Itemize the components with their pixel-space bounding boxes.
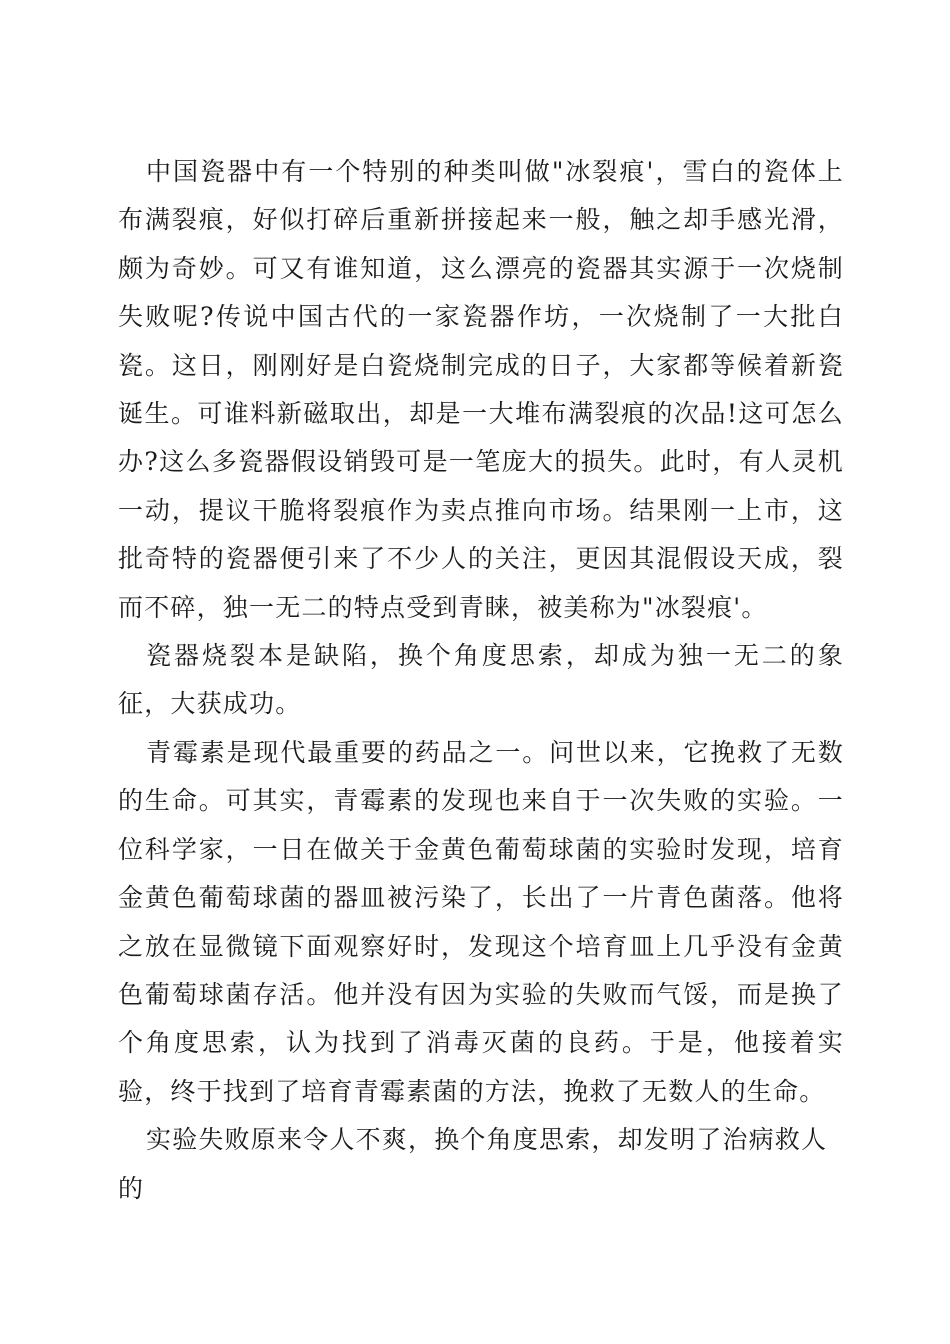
paragraph-ice-crack-porcelain: 中国瓷器中有一个特别的种类叫做"冰裂痕'，雪白的瓷体上布满裂痕，好似打碎后重新拼接起来一般，触之却手感光滑，颇为奇妙。可又有谁知道，这么漂亮的瓷器其实源于一次烧制失败呢?传说中国古代的一家瓷器作坊，一次烧制了一大批白瓷。这日，刚刚好是白瓷烧制完成的日子，大家都等候着新瓷诞生。可谁料新磁取出，却是一大堆布满裂痕的次品!这可怎么办?这么多瓷器假设销毁可是一笔庞大的损失。此时，有人灵机一动，提议干脆将裂痕作为卖点推向市场。结果刚一上市，这批奇特的瓷器便引来了不少人的关注，更因其混假设天成，裂而不碎，独一无二的特点受到青睐，被美称为"冰裂痕'。 [118,157,844,622]
paragraph-porcelain-conclusion: 瓷器烧裂本是缺陷，换个角度思索，却成为独一无二的象征，大获成功。 [118,641,844,719]
paragraph-penicillin: 青霉素是现代最重要的药品之一。问世以来，它挽救了无数的生命。可其实，青霉素的发现也来自于一次失败的实验。一位科学家，一日在做关于金黄色葡萄球菌的实验时发现，培育金黄色葡萄球菌的器皿被污染了，长出了一片青色菌落。他将之放在显微镜下面观察好时，发现这个培育皿上几乎没有金黄色葡萄球菌存活。他并没有因为实验的失败而气馁，而是换了个角度思索，认为找到了消毒灭菌的良药。于是，他接着实验，终于找到了培育青霉素菌的方法，挽救了无数人的生命。 [118,737,844,1106]
paragraph-experiment-conclusion: 实验失败原来令人不爽，换个角度思索，却发明了治病救人的 [118,1125,828,1203]
body-text [118,148,844,1213]
